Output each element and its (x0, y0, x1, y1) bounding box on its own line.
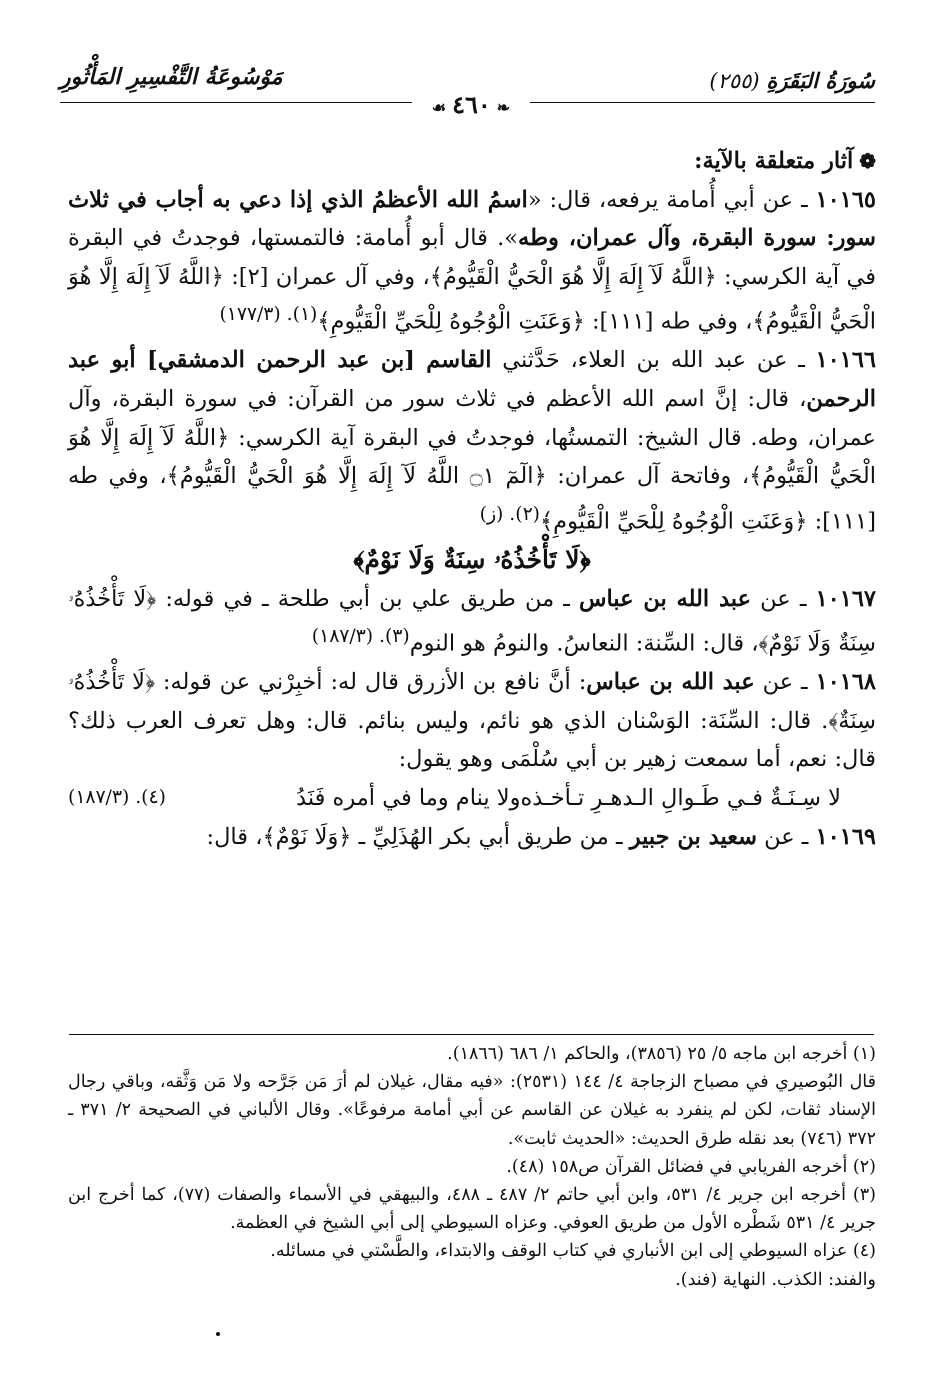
footnote-separator (69, 1034, 874, 1035)
athar-entry: ١٠١٦٨ ـ عن عبد الله بن عباس: أنَّ نافع بن الأزرق قال له: أخبِرْني عن قوله: ﴿لَا تَأْخُذُهُۥ سِنَةٌ﴾. قال: السِّنَة: الوَسْنان الذي هو نائم، وليس بنائم. قال: وهل تعرف العرب ذلك؟ قال: نعم، أما سمعت زهير بن أبي سُلْمَى وهو يقول: (68, 669, 876, 773)
footnote: (٤) عزاه السيوطي إلى ابن الأنباري في كتاب الوقف والابتداء، والطَّسْتي في مسائله. (270, 1241, 876, 1262)
poem-hemistich-2: ولا ينام وما في أمره فَنَدُ (296, 785, 521, 811)
section-title: ❁آثار متعلقة بالآية: (694, 148, 876, 174)
poem-verse (68, 779, 876, 818)
main-text (68, 142, 876, 856)
book-title: مَوْسُوعَةُ التَّفْسِيرِ المَأْثُورِ (60, 64, 283, 90)
poem-ref: (٤). (١٨٧/٣) (68, 787, 166, 808)
verse-number: (٢٥٥) (709, 69, 760, 93)
athar-entry: ١٠١٦٥ ـ عن أبي أُمامة يرفعه، قال: «اسمُ الله الأعظمُ الذي إذا دعي به أجاب في ثلاث سور: سورة البقرة، وآل عمران، وطه». قال أبو أُمامة: فالتمستها، فوجدتُ في البقرة في آية الكرسي: ﴿اللَّهُ لَآ إِلَهَ إِلَّا هُوَ الْحَيُّ الْقَيُّومُ﴾، وفي آل عمران [٢]: ﴿اللَّهُ لَآ إِلَهَ إِلَّا هُوَ الْحَيُّ الْقَيُّومُ﴾، وفي طه [١١١]: ﴿وَعَنَتِ الْوُجُوهُ لِلْحَيِّ الْقَيُّومِ﴾$^{(١). (١٧٧/٣)}$ (68, 186, 877, 335)
page-number: ❧٤٦٠☙ (412, 90, 530, 119)
footnote: (٣) أخرجه ابن جرير ٤/ ٥٣١، وابن أبي حاتم ٢/ ٤٨٧ ـ ٤٨٨، والبيهقي في الأسماء والصفات (٧٧)، كما أخرج ابن جرير ٤/ ٥٣١ شَطْره الأول من طريق العوفي. وعزاه السيوطي إلى أبي الشيخ في العظمة. (68, 1185, 876, 1234)
ornament-icon: ☙ (431, 98, 447, 117)
surah-name: سُورَةُ البَقَرَةِ (766, 68, 875, 93)
ink-dot (216, 1332, 220, 1336)
footnote: (١) أخرجه ابن ماجه ٥/ ٢٥ (٣٨٥٦)، والحاكم ١/ ٦٨٦ (١٨٦٦). (447, 1044, 876, 1064)
ayah-heading: ﴿لَا تَأْخُذُهُۥ سِنَةٌ وَلَا نَوْمٌ﴾ (353, 544, 591, 574)
ornament-icon: ❧ (496, 98, 511, 117)
footnote: (٢) أخرجه الفريابي في فضائل القرآن ص١٥٨ (٤٨). (506, 1156, 876, 1177)
athar-entry: ١٠١٦٦ ـ عن عبد الله بن العلاء، حَدَّثني القاسم [بن عبد الرحمن الدمشقي] أبو عبد الرحمن، قال: إنَّ اسم الله الأعظم في ثلاث سور من القرآن: في سورة البقرة، وآل عمران، وطه. قال الشيخ: التمستُها، فوجدتُ في البقرة آية الكرسي: ﴿اللَّهُ لَآ إِلَهَ إِلَّا هُوَ الْحَيُّ الْقَيُّومُ﴾، وفاتحة آل عمران: ﴿الٓمٓ ۝١ اللَّهُ لَآ إِلَهَ إِلَّا هُوَ الْحَيُّ الْقَيُّومُ﴾، وفي طه [١١١]: ﴿وَعَنَتِ الْوُجُوهُ لِلْحَيِّ الْقَيُّومِ﴾$^{(٢). (ز)}$ (68, 347, 877, 535)
flower-ornament-icon: ❁ (859, 149, 876, 173)
footnotes (68, 1040, 876, 1294)
poem-hemistich-1: لا سِـنَـةٌ فـي طَـوالِ الـدهـرِ تـأخـذه (520, 785, 841, 811)
footnote: قال البُوصيري في مصباح الزجاجة ٤/ ١٤٤ (٢٥٣١): «فيه مقال، غيلان لم أرَ مَن جَرَّحه ولا مَن وَثَّقه، وباقي رجال الإسناد ثقات، لكن لم ينفرد به غيلان عن القاسم عن أبي أمامة مرفوعًا». وقال الألباني في الصحيحة ٢/ ٣٧١ ـ ٣٧٢ (٧٤٦) بعد نقله طرق الحديث: «الحديث ثابت». (68, 1072, 876, 1149)
athar-entry: ١٠١٦٧ ـ عن عبد الله بن عباس ـ من طريق علي بن أبي طلحة ـ في قوله: ﴿لَا تَأْخُذُهُۥ سِنَةٌ وَلَا نَوْمٌ﴾، قال: السِّنة: النعاسُ. والنومُ هو النوم$^{(٣). (١٨٧/٣)}$ (68, 585, 876, 657)
page-number-block (0, 90, 942, 119)
athar-entry: ١٠١٦٩ ـ عن سعيد بن جبير ـ من طريق أبي بكر الهُذَلِيِّ ـ ﴿وَلَا نَوْمٌ﴾، قال: (206, 823, 876, 850)
footnote: والفند: الكذب. النهاية (فند). (675, 1269, 876, 1290)
